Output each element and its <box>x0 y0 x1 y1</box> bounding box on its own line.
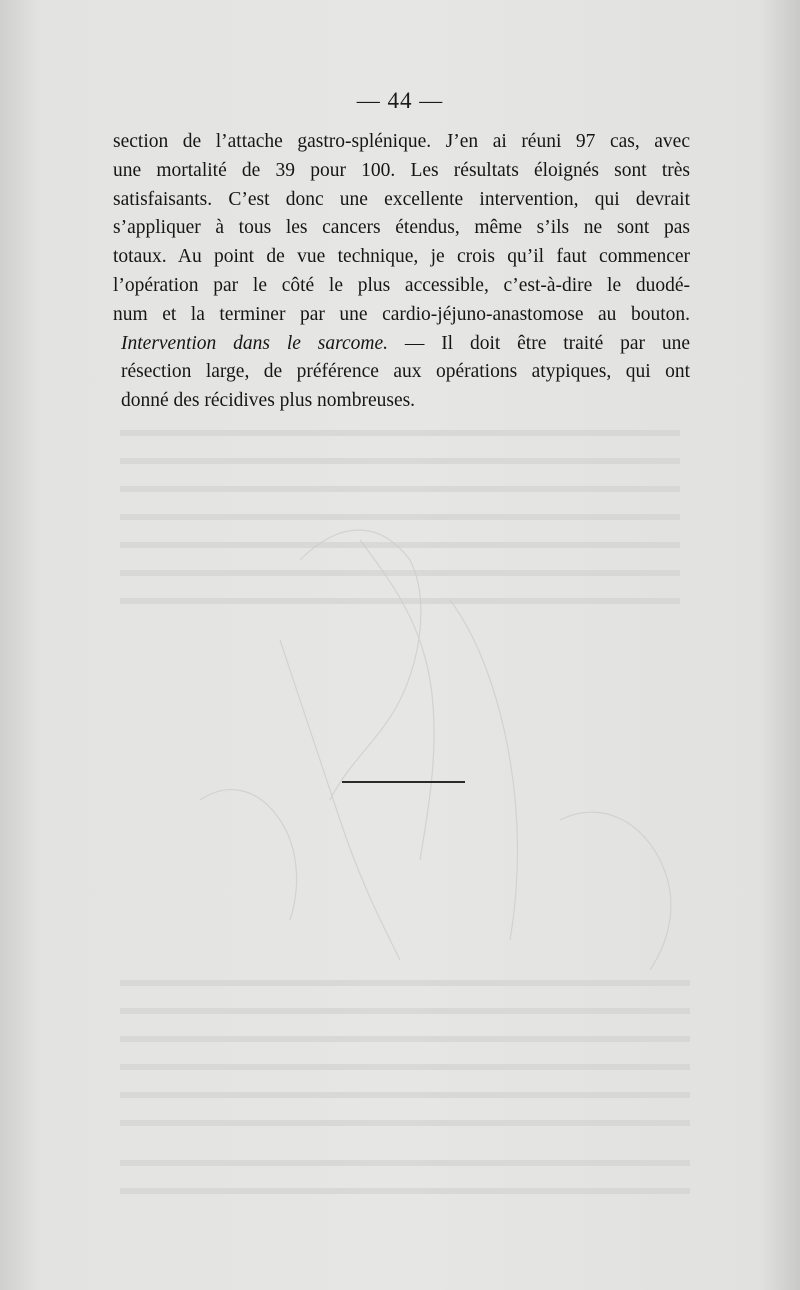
text-line: totaux. Au point de vue technique, je crois qu’il faut commencer <box>113 246 690 268</box>
paragraph-sarcoma <box>113 330 690 416</box>
text-line: section de l’attache gastro-splénique. J’en ai réuni 97 cas, avec <box>113 131 690 152</box>
text-line: l’opération par le côté le plus accessible, c’est-à-dire le duodé- <box>113 274 690 296</box>
section-heading-sarcoma: Intervention dans le sarcome. <box>121 332 388 354</box>
page-number: — 44 — <box>356 88 444 113</box>
text-line: num et la terminer par une cardio-jéjuno-anastomose au bouton. <box>113 303 690 325</box>
text-line: résection large, de préférence aux opérations atypiques, qui ont <box>121 361 690 383</box>
paragraph-gastrectomy <box>113 128 690 330</box>
text-line <box>113 330 690 359</box>
text-line: donné des récidives plus nombreuses. <box>121 390 416 412</box>
section-divider <box>342 781 465 783</box>
text-line: s’appliquer à tous les cancers étendus, même s’ils ne sont pas <box>113 217 690 239</box>
body-text <box>113 128 690 416</box>
text-line: satisfaisants. C’est donc une excellente intervention, qui devrait <box>113 188 690 210</box>
text-fragment: — Il doit être traité par une <box>404 332 691 354</box>
text-line: une mortalité de 39 pour 100. Les résultats éloignés sont très <box>113 159 690 181</box>
